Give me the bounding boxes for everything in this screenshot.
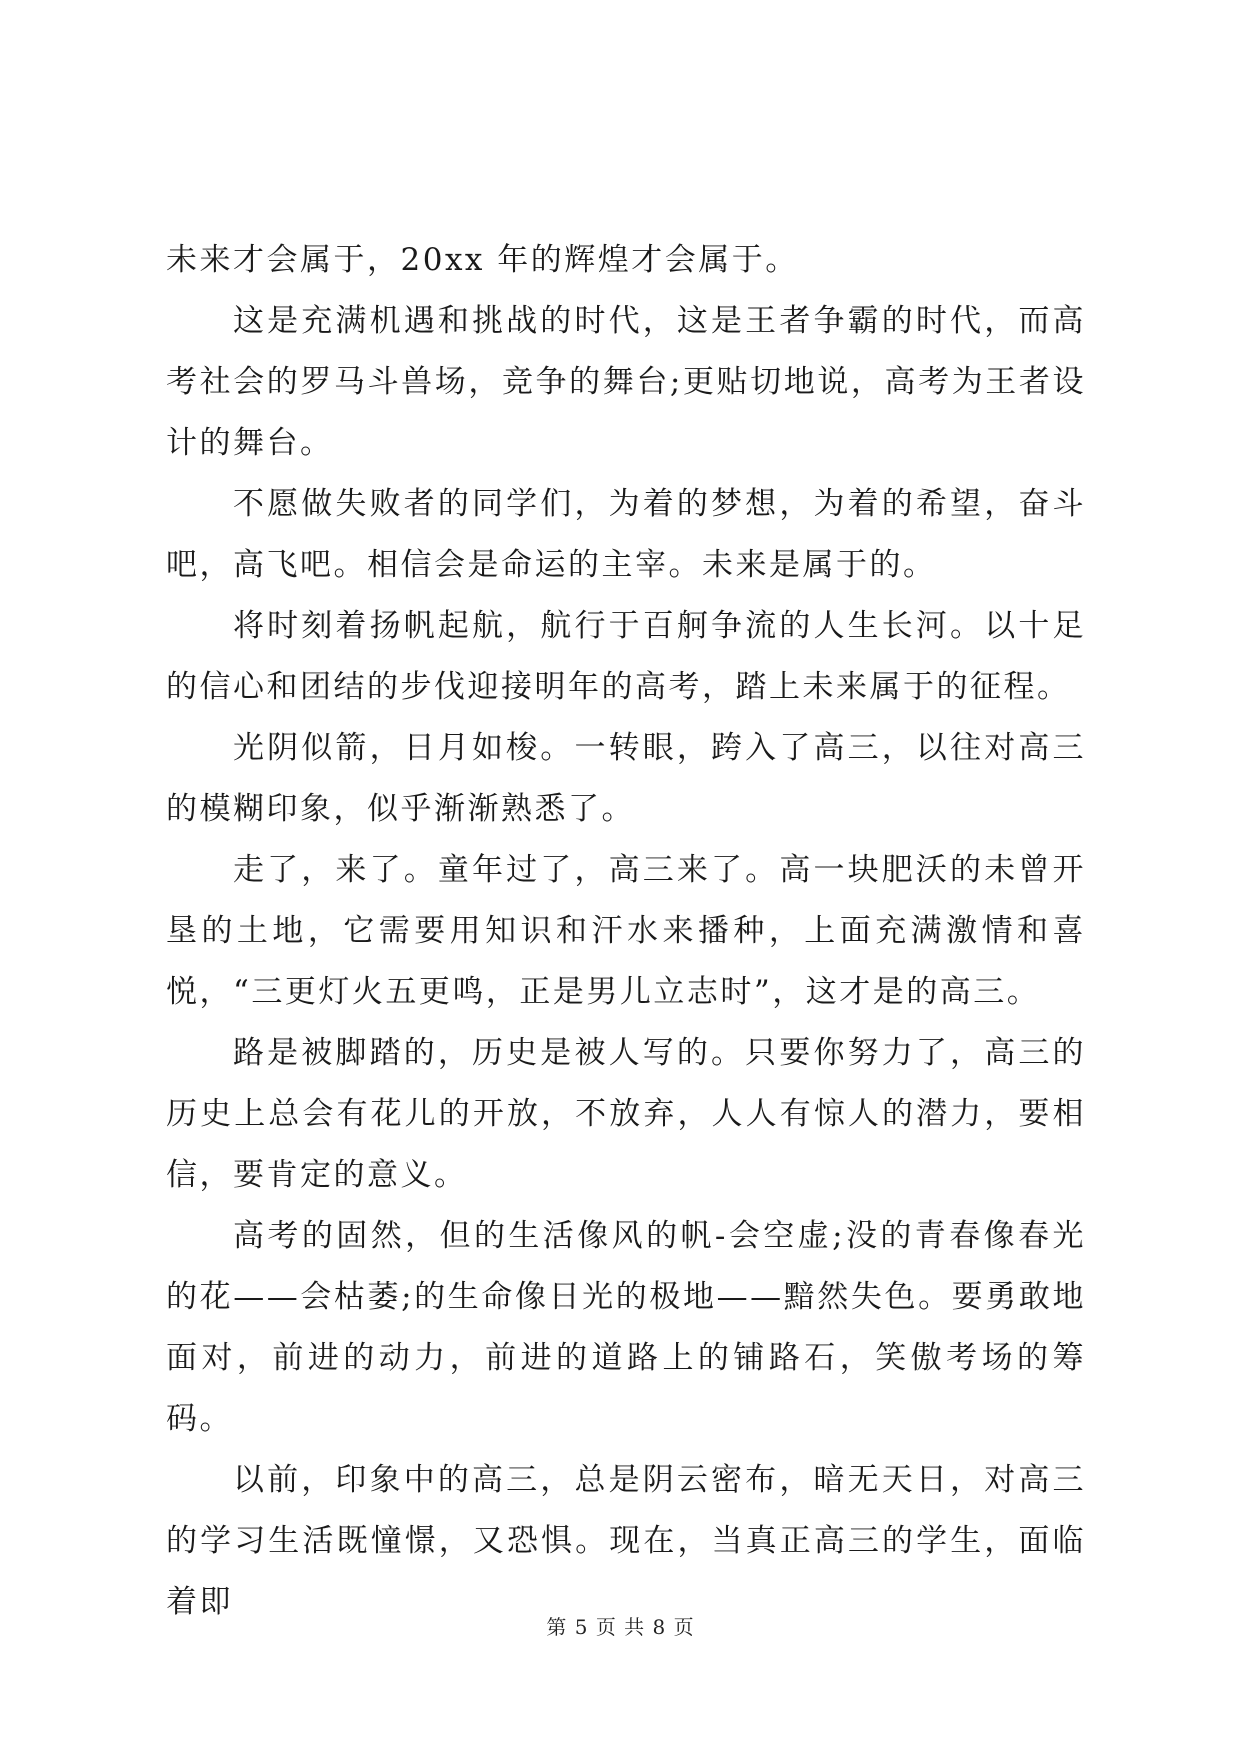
paragraph-9: 以前，印象中的高三，总是阴云密布，暗无天日，对高三的学习生活既憧憬，又恐惧。现在，当真正高三的学生，面临着即 xyxy=(166,1462,1086,1620)
paragraph-5: 光阴似箭，日月如梭。一转眼，跨入了高三，以往对高三的模糊印象，似乎渐渐熟悉了。 xyxy=(166,730,1086,827)
paragraph-1: 未来才会属于，20xx 年的辉煌才会属于。 xyxy=(166,242,799,278)
document-body xyxy=(166,230,1086,1633)
paragraph-8: 高考的固然，但的生活像风的帆-会空虚;没的青春像春光的花——会枯萎;的生命像日光的极地——黯然失色。要勇敢地面对，前进的动力，前进的道路上的铺路石，笑傲考场的筹码。 xyxy=(166,1218,1086,1437)
paragraph-3: 不愿做失败者的同学们，为着的梦想，为着的希望，奋斗吧，高飞吧。相信会是命运的主宰。未来是属于的。 xyxy=(166,486,1086,583)
paragraph-6: 走了，来了。童年过了，高三来了。高一块肥沃的未曾开垦的土地，它需要用知识和汗水来播种，上面充满激情和喜悦，“三更灯火五更鸣，正是男儿立志时”，这才是的高三。 xyxy=(166,852,1086,1010)
paragraph-4: 将时刻着扬帆起航，航行于百舸争流的人生长河。以十足的信心和团结的步伐迎接明年的高考，踏上未来属于的征程。 xyxy=(166,608,1086,705)
paragraph-2: 这是充满机遇和挑战的时代，这是王者争霸的时代，而高考社会的罗马斗兽场，竞争的舞台;更贴切地说，高考为王者设计的舞台。 xyxy=(166,303,1086,461)
page-number-footer: 第 5 页 共 8 页 xyxy=(546,1615,695,1639)
paragraph-7: 路是被脚踏的，历史是被人写的。只要你努力了，高三的历史上总会有花儿的开放，不放弃，人人有惊人的潜力，要相信，要肯定的意义。 xyxy=(166,1035,1086,1193)
